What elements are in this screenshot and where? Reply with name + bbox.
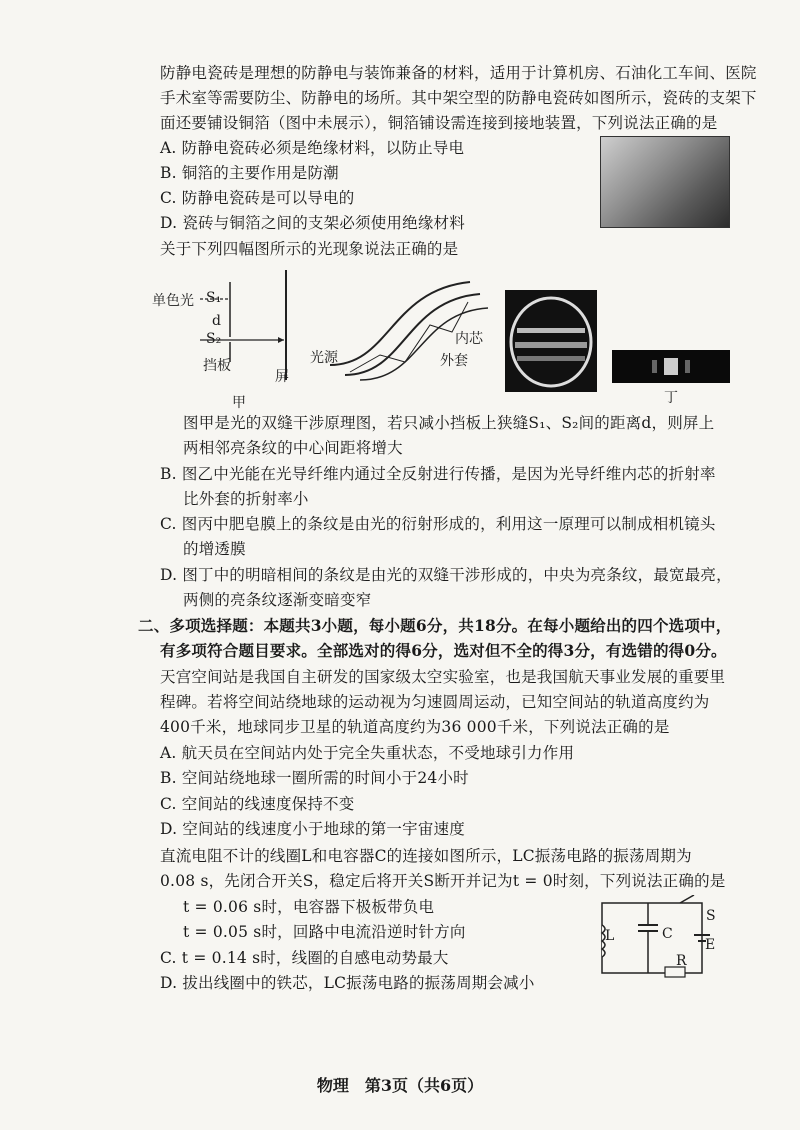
light-option-d-line-2: 两侧的亮条纹逐渐变暗变窄: [183, 591, 372, 609]
s1-label: S₁: [206, 290, 222, 306]
tile-option-b: B. 铜箔的主要作用是防潮: [160, 164, 339, 182]
station-option-a: A. 航天员在空间站内处于完全失重状态，不受地球引力作用: [160, 744, 575, 762]
station-option-b: B. 空间站绕地球一圈所需的时间小于24小时: [160, 769, 469, 787]
light-option-c-line-2: 的增透膜: [183, 540, 246, 558]
light-source-label: 光源: [310, 350, 338, 366]
tile-option-c: C. 防静电瓷砖是可以导电的: [160, 189, 355, 207]
station-stem-line-3: 400千米，地球同步卫星的轨道高度约为36 000千米，下列说法正确的是: [160, 718, 670, 736]
light-option-a-line-1: 图甲是光的双缝干涉原理图，若只减小挡板上狭缝S₁、S₂间的距离d，则屏上: [183, 414, 715, 432]
station-option-c: C. 空间站的线速度保持不变: [160, 795, 355, 813]
inductor-label: L: [605, 928, 615, 944]
mono-light-label: 单色光: [152, 293, 194, 309]
screen-label: 屏: [275, 369, 289, 385]
tile-intro-line-3: 面还要铺设铜箔（图中未展示），铜箔铺设需连接到接地装置，下列说法正确的是: [160, 114, 718, 132]
lc-option-b: t = 0.05 s时，回路中电流沿逆时针方向: [183, 923, 466, 941]
figure-ding-label: 丁: [664, 390, 678, 406]
station-stem-line-1: 天宫空间站是我国自主研发的国家级太空实验室，也是我国航天事业发展的重要里: [160, 668, 726, 686]
lc-stem-line-2: 0.08 s，先闭合开关S，稳定后将开关S断开并记为t = 0时刻，下列说法正确的是: [160, 872, 726, 890]
light-question-stem: 关于下列四幅图所示的光现象说法正确的是: [160, 240, 459, 258]
lc-stem-line-1: 直流电阻不计的线圈L和电容器C的连接如图所示，LC振荡电路的振荡周期为: [160, 847, 692, 865]
s2-label: S₂: [206, 331, 222, 347]
lc-option-a: t = 0.06 s时，电容器下极板带负电: [183, 898, 435, 916]
tile-option-a: A. 防静电瓷砖必须是绝缘材料，以防止导电: [160, 139, 465, 157]
resistor-label: R: [676, 953, 687, 969]
section-2-heading-line-1: 二、多项选择题：本题共3小题，每小题6分，共18分。在每小题给出的四个选项中，: [138, 616, 732, 635]
lc-option-c: C. t = 0.14 s时，线圈的自感电动势最大: [160, 949, 449, 967]
station-option-d: D. 空间站的线速度小于地球的第一宇宙速度: [160, 820, 465, 838]
section-2-heading-line-2: 有多项符合题目要求。全部选对的得6分，选对但不全的得3分，有选错的得0分。: [160, 641, 727, 660]
switch-label: S: [706, 908, 716, 924]
lc-option-d: D. 拔出线圈中的铁芯，LC振荡电路的振荡周期会减小: [160, 974, 535, 992]
tile-intro-line-1: 防静电瓷砖是理想的防静电与装饰兼备的材料，适用于计算机房、石油化工车间、医院: [160, 64, 757, 82]
page-footer: 物理 第3页（共6页）: [316, 1076, 484, 1095]
light-option-b-line-1: B. 图乙中光能在光导纤维内通过全反射进行传播，是因为光导纤维内芯的折射率: [160, 465, 716, 483]
anti-static-tile-photo: [600, 136, 730, 228]
capacitor-label: C: [662, 926, 673, 942]
inner-core-label: 内芯: [455, 331, 483, 347]
baffle-label: 挡板: [203, 358, 231, 374]
tile-option-d: D. 瓷砖与铜箔之间的支架必须使用绝缘材料: [160, 214, 465, 232]
soap-film-photo: [505, 290, 597, 392]
light-option-a-line-2: 两相邻亮条纹的中心间距将增大: [183, 439, 403, 457]
outer-sheath-label: 外套: [440, 353, 468, 369]
d-label: d: [212, 313, 221, 329]
light-option-c-line-1: C. 图丙中肥皂膜上的条纹是由光的衍射形成的，利用这一原理可以制成相机镜头: [160, 515, 716, 533]
figure-jia-label: 甲: [232, 395, 246, 411]
tile-intro-line-2: 手术室等需要防尘、防静电的场所。其中架空型的防静电瓷砖如图所示，瓷砖的支架下: [160, 89, 757, 107]
emf-label: E: [705, 937, 716, 953]
light-option-d-line-1: D. 图丁中的明暗相间的条纹是由光的双缝干涉形成的，中央为亮条纹，最宽最亮，: [160, 566, 732, 584]
light-option-b-line-2: 比外套的折射率小: [183, 490, 309, 508]
station-stem-line-2: 程碑。若将空间站绕地球的运动视为匀速圆周运动，已知空间站的轨道高度约为: [160, 693, 710, 711]
fringe-pattern-photo: [612, 350, 730, 383]
